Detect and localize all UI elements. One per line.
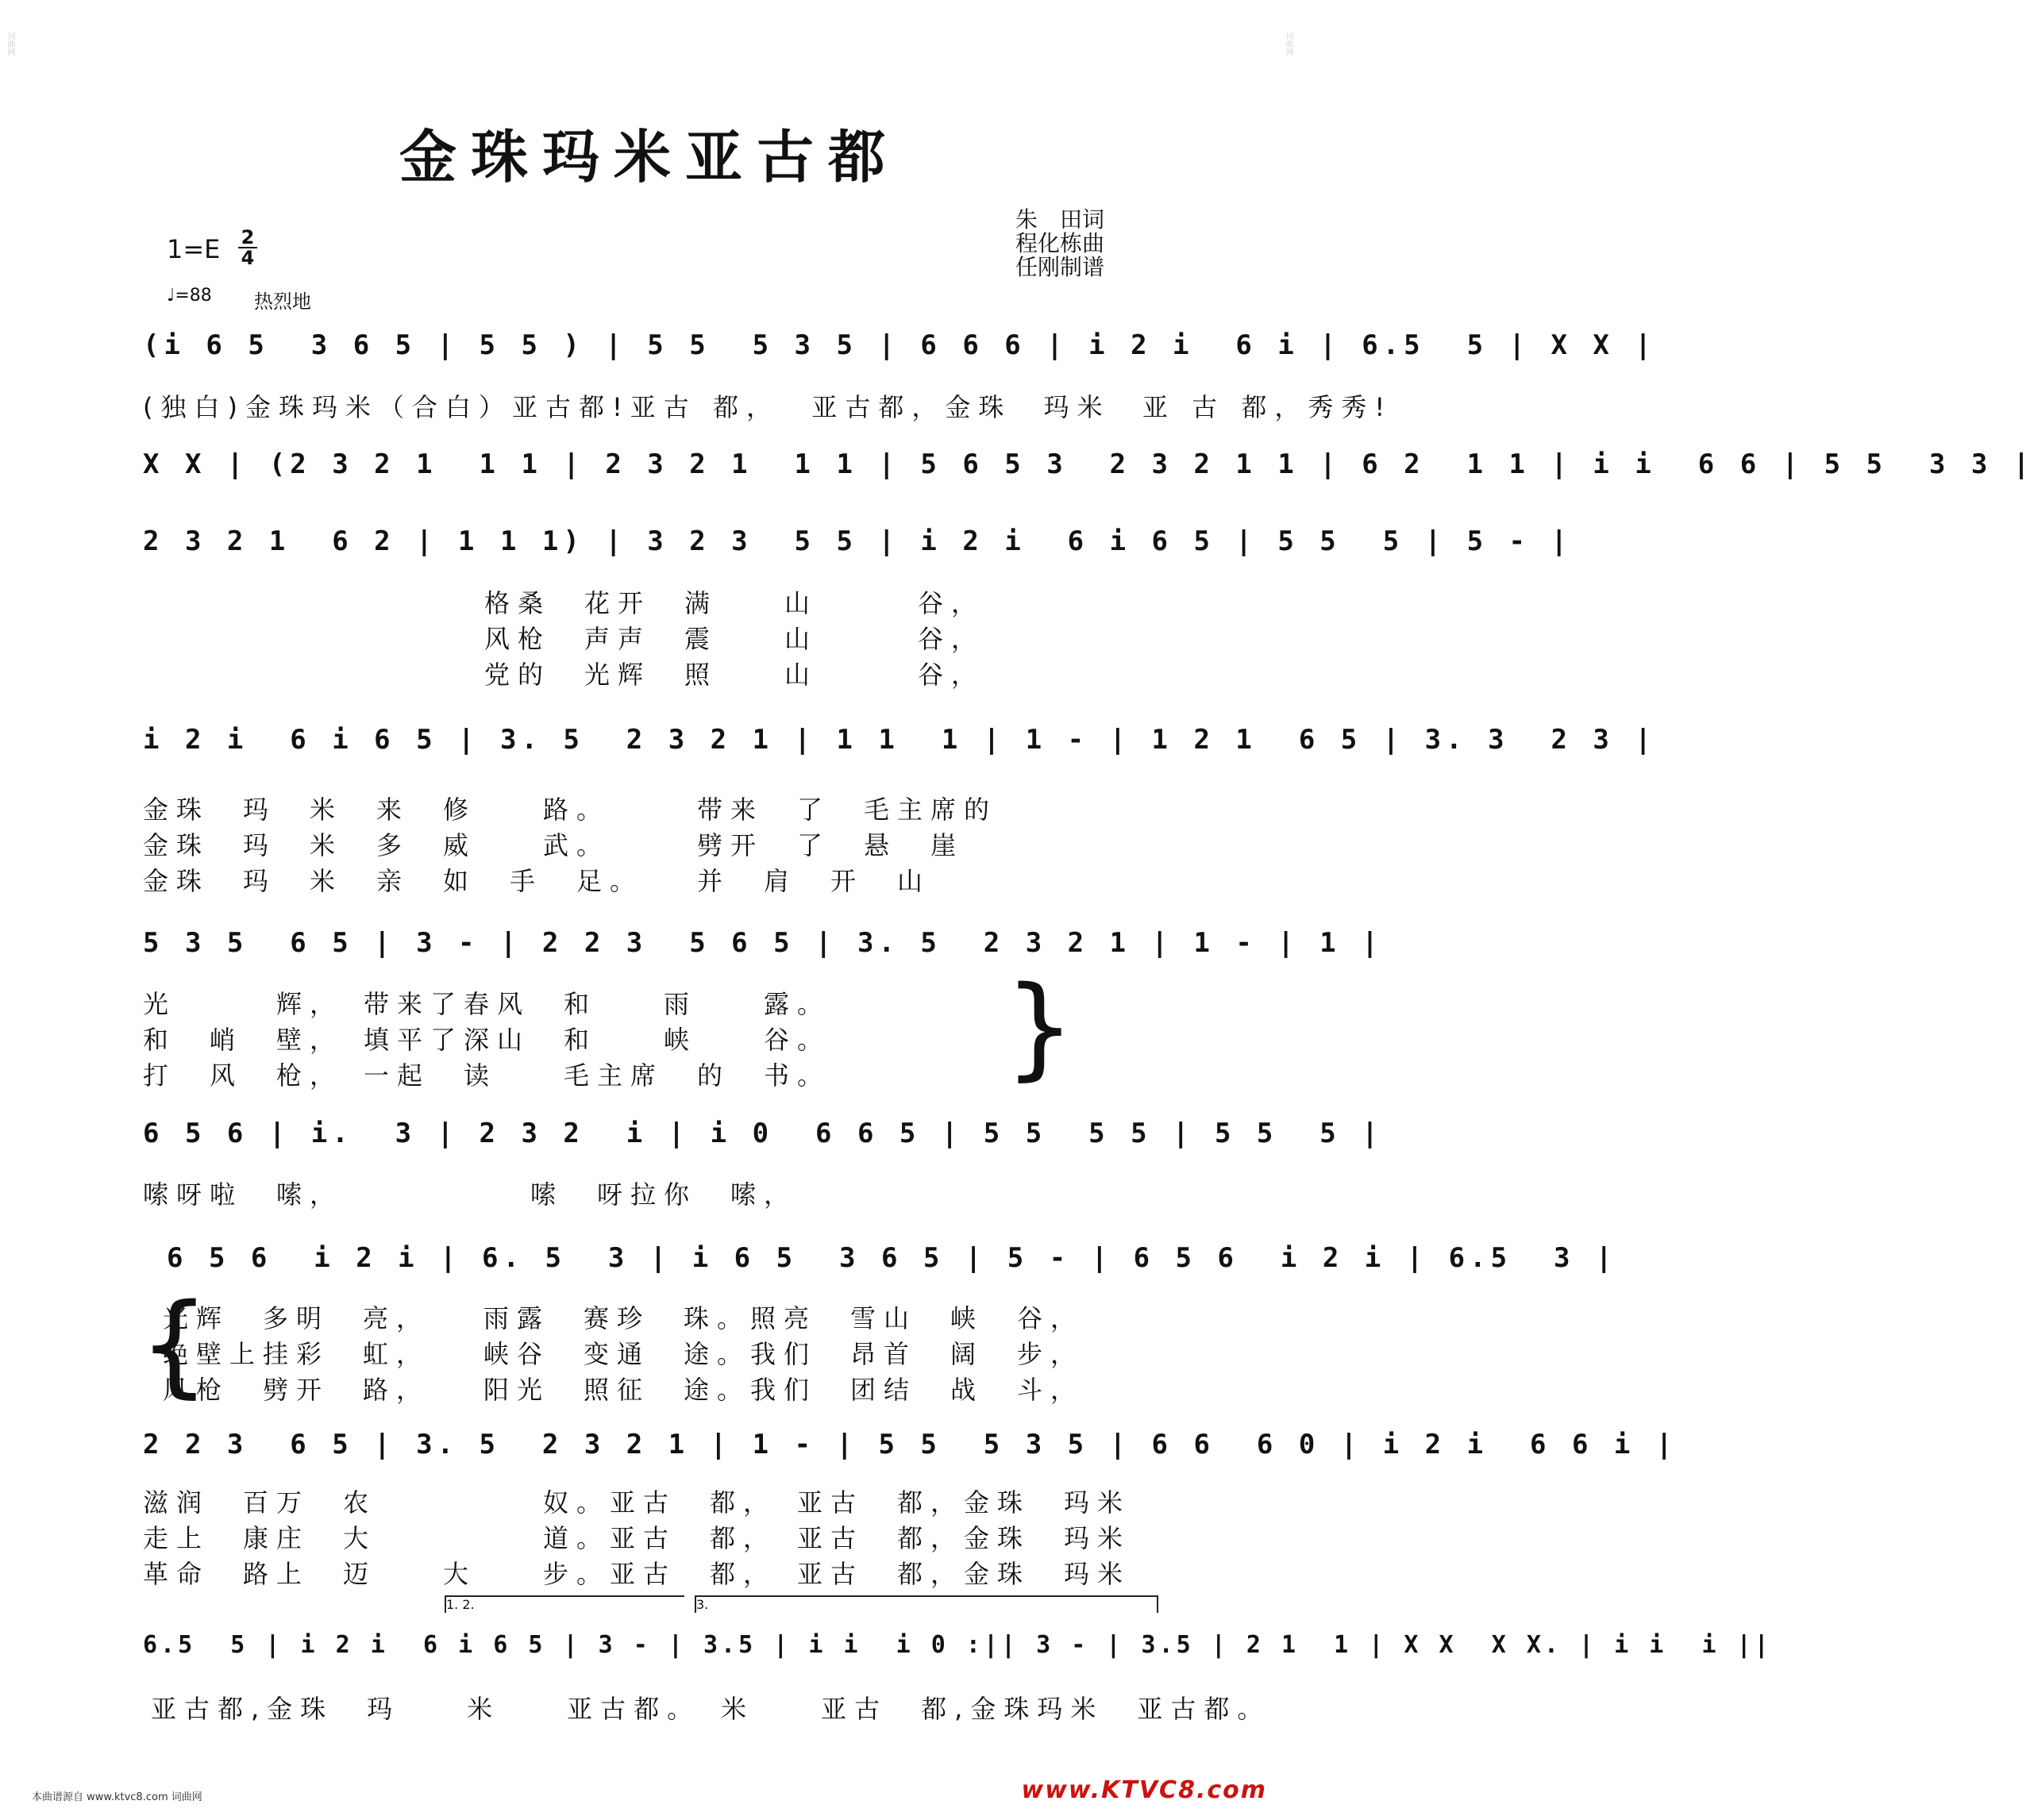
- volta-1-2: 1. 2.: [445, 1595, 684, 1613]
- notation-line-9: 6.5 5 | i 2 i 6 i 6 5 | 3 - | 3.5 | i i i 0 :|| 3 - | 3.5 | 2 1 1 | X X X X. | i i i ||: [143, 1631, 1772, 1659]
- notation-line-1: (i 6 5 3 6 5 | 5 5 ) | 5 5 5 3 5 | 6 6 6 | i 2 i 6 i | 6.5 5 | X X |: [143, 329, 1656, 361]
- side-watermark-left: 词曲网: [6, 32, 14, 56]
- lyric-line-7a: 光辉 多明 亮， 雨露 赛珍 珠。照亮 雪山 峡 谷，: [163, 1303, 1084, 1333]
- footer-site-logo[interactable]: www.KTVC8.com: [1021, 1776, 1267, 1804]
- credits: [1015, 208, 1104, 279]
- lyric-line-8c: 革命 路上 迈 大 步。亚古 都， 亚古 都，金珠 玛米: [143, 1559, 1131, 1589]
- notation-line-7: 6 5 6 i 2 i | 6. 5 3 | i 6 5 3 6 5 | 5 - | 6 5 6 i 2 i | 6.5 3 |: [167, 1242, 1617, 1274]
- song-title: 金珠玛米亚古都: [399, 123, 900, 190]
- verse-brace-right: }: [1004, 963, 1076, 1092]
- expression-mark: 热烈地: [254, 291, 311, 313]
- notation-line-8: 2 2 3 6 5 | 3. 5 2 3 2 1 | 1 - | 5 5 5 3 5 | 6 6 6 0 | i 2 i 6 6 i |: [143, 1429, 1678, 1460]
- notation-line-6: 6 5 6 | i. 3 | 2 3 2 i | i 0 6 6 5 | 5 5 5 5 | 5 5 5 |: [143, 1118, 1383, 1149]
- lyric-line-9: 亚古都,金珠 玛 米 亚古都。 米 亚古 都,金珠玛米 亚古都。: [151, 1694, 1271, 1724]
- lyric-line-5b: 和 峭 壁， 填平了深山 和 峡 谷。: [143, 1025, 831, 1055]
- time-numerator: 2: [238, 228, 257, 248]
- lyric-line-3c: 党的 光辉 照 山 谷，: [484, 660, 985, 690]
- lyric-line-6: 嗦呀啦 嗦， 嗦 呀拉你 嗦，: [143, 1179, 798, 1210]
- lyric-line-8a: 滋润 百万 农 奴。亚古 都， 亚古 都，金珠 玛米: [143, 1487, 1131, 1518]
- tempo-mark: ♩=88: [167, 286, 212, 306]
- time-denominator: 4: [241, 247, 255, 269]
- lyric-line-7c: 风枪 劈开 路， 阳光 照征 途。我们 团结 战 斗，: [163, 1375, 1084, 1405]
- verse-brace-left: {: [139, 1280, 210, 1410]
- lyric-line-4a: 金珠 玛 米 来 修 路。 带来 了 毛主席的: [143, 795, 998, 825]
- footer-source: 本曲谱源自 www.ktvc8.com 词曲网: [32, 1791, 202, 1803]
- notation-line-3: 2 3 2 1 6 2 | 1 1 1) | 3 2 3 5 5 | i 2 i 6 i 6 5 | 5 5 5 | 5 - |: [143, 525, 1572, 557]
- notation-line-4: i 2 i 6 i 6 5 | 3. 5 2 3 2 1 | 1 1 1 | 1 - | 1 2 1 6 5 | 3. 3 2 3 |: [143, 724, 1656, 756]
- credit-arranger: 任刚制谱: [1015, 254, 1104, 280]
- lyric-line-5a: 光 辉， 带来了春风 和 雨 露。: [143, 989, 831, 1019]
- side-watermark-right: 词曲网: [1284, 32, 1292, 56]
- time-signature: [238, 228, 257, 267]
- lyric-line-4c: 金珠 玛 米 亲 如 手 足。 并 肩 开 山: [143, 866, 931, 896]
- notation-line-2: X X | (2 3 2 1 1 1 | 2 3 2 1 1 1 | 5 6 5 3 2 3 2 1 1 | 6 2 1 1 | i i 6 6 | 5 5 3 3 |: [143, 448, 2034, 480]
- lyric-line-1: (独白)金珠玛米（合白）亚古都!亚古 都， 亚古都，金珠 玛米 亚 古 都，秀秀!: [143, 392, 1393, 422]
- lyric-line-4b: 金珠 玛 米 多 威 武。 劈开 了 悬 崖: [143, 830, 965, 860]
- lyric-line-3b: 风枪 声声 震 山 谷，: [484, 624, 985, 654]
- lyric-line-5c: 打 风 枪， 一起 读 毛主席 的 书。: [143, 1060, 831, 1091]
- volta-3: 3.: [695, 1595, 1158, 1613]
- notation-line-5: 5 3 5 6 5 | 3 - | 2 2 3 5 6 5 | 3. 5 2 3 2 1 | 1 - | 1 |: [143, 927, 1383, 959]
- lyric-line-7b: 绝壁上挂彩 虹， 峡谷 变通 途。我们 昂首 阔 步，: [163, 1339, 1084, 1369]
- key-signature: 1=E: [167, 234, 221, 264]
- credit-lyricist: 朱 田词: [1015, 206, 1104, 233]
- lyric-line-8b: 走上 康庄 大 道。亚古 都， 亚古 都，金珠 玛米: [143, 1523, 1131, 1553]
- credit-composer: 程化栋曲: [1015, 230, 1104, 256]
- lyric-line-3a: 格桑 花开 满 山 谷，: [484, 588, 985, 618]
